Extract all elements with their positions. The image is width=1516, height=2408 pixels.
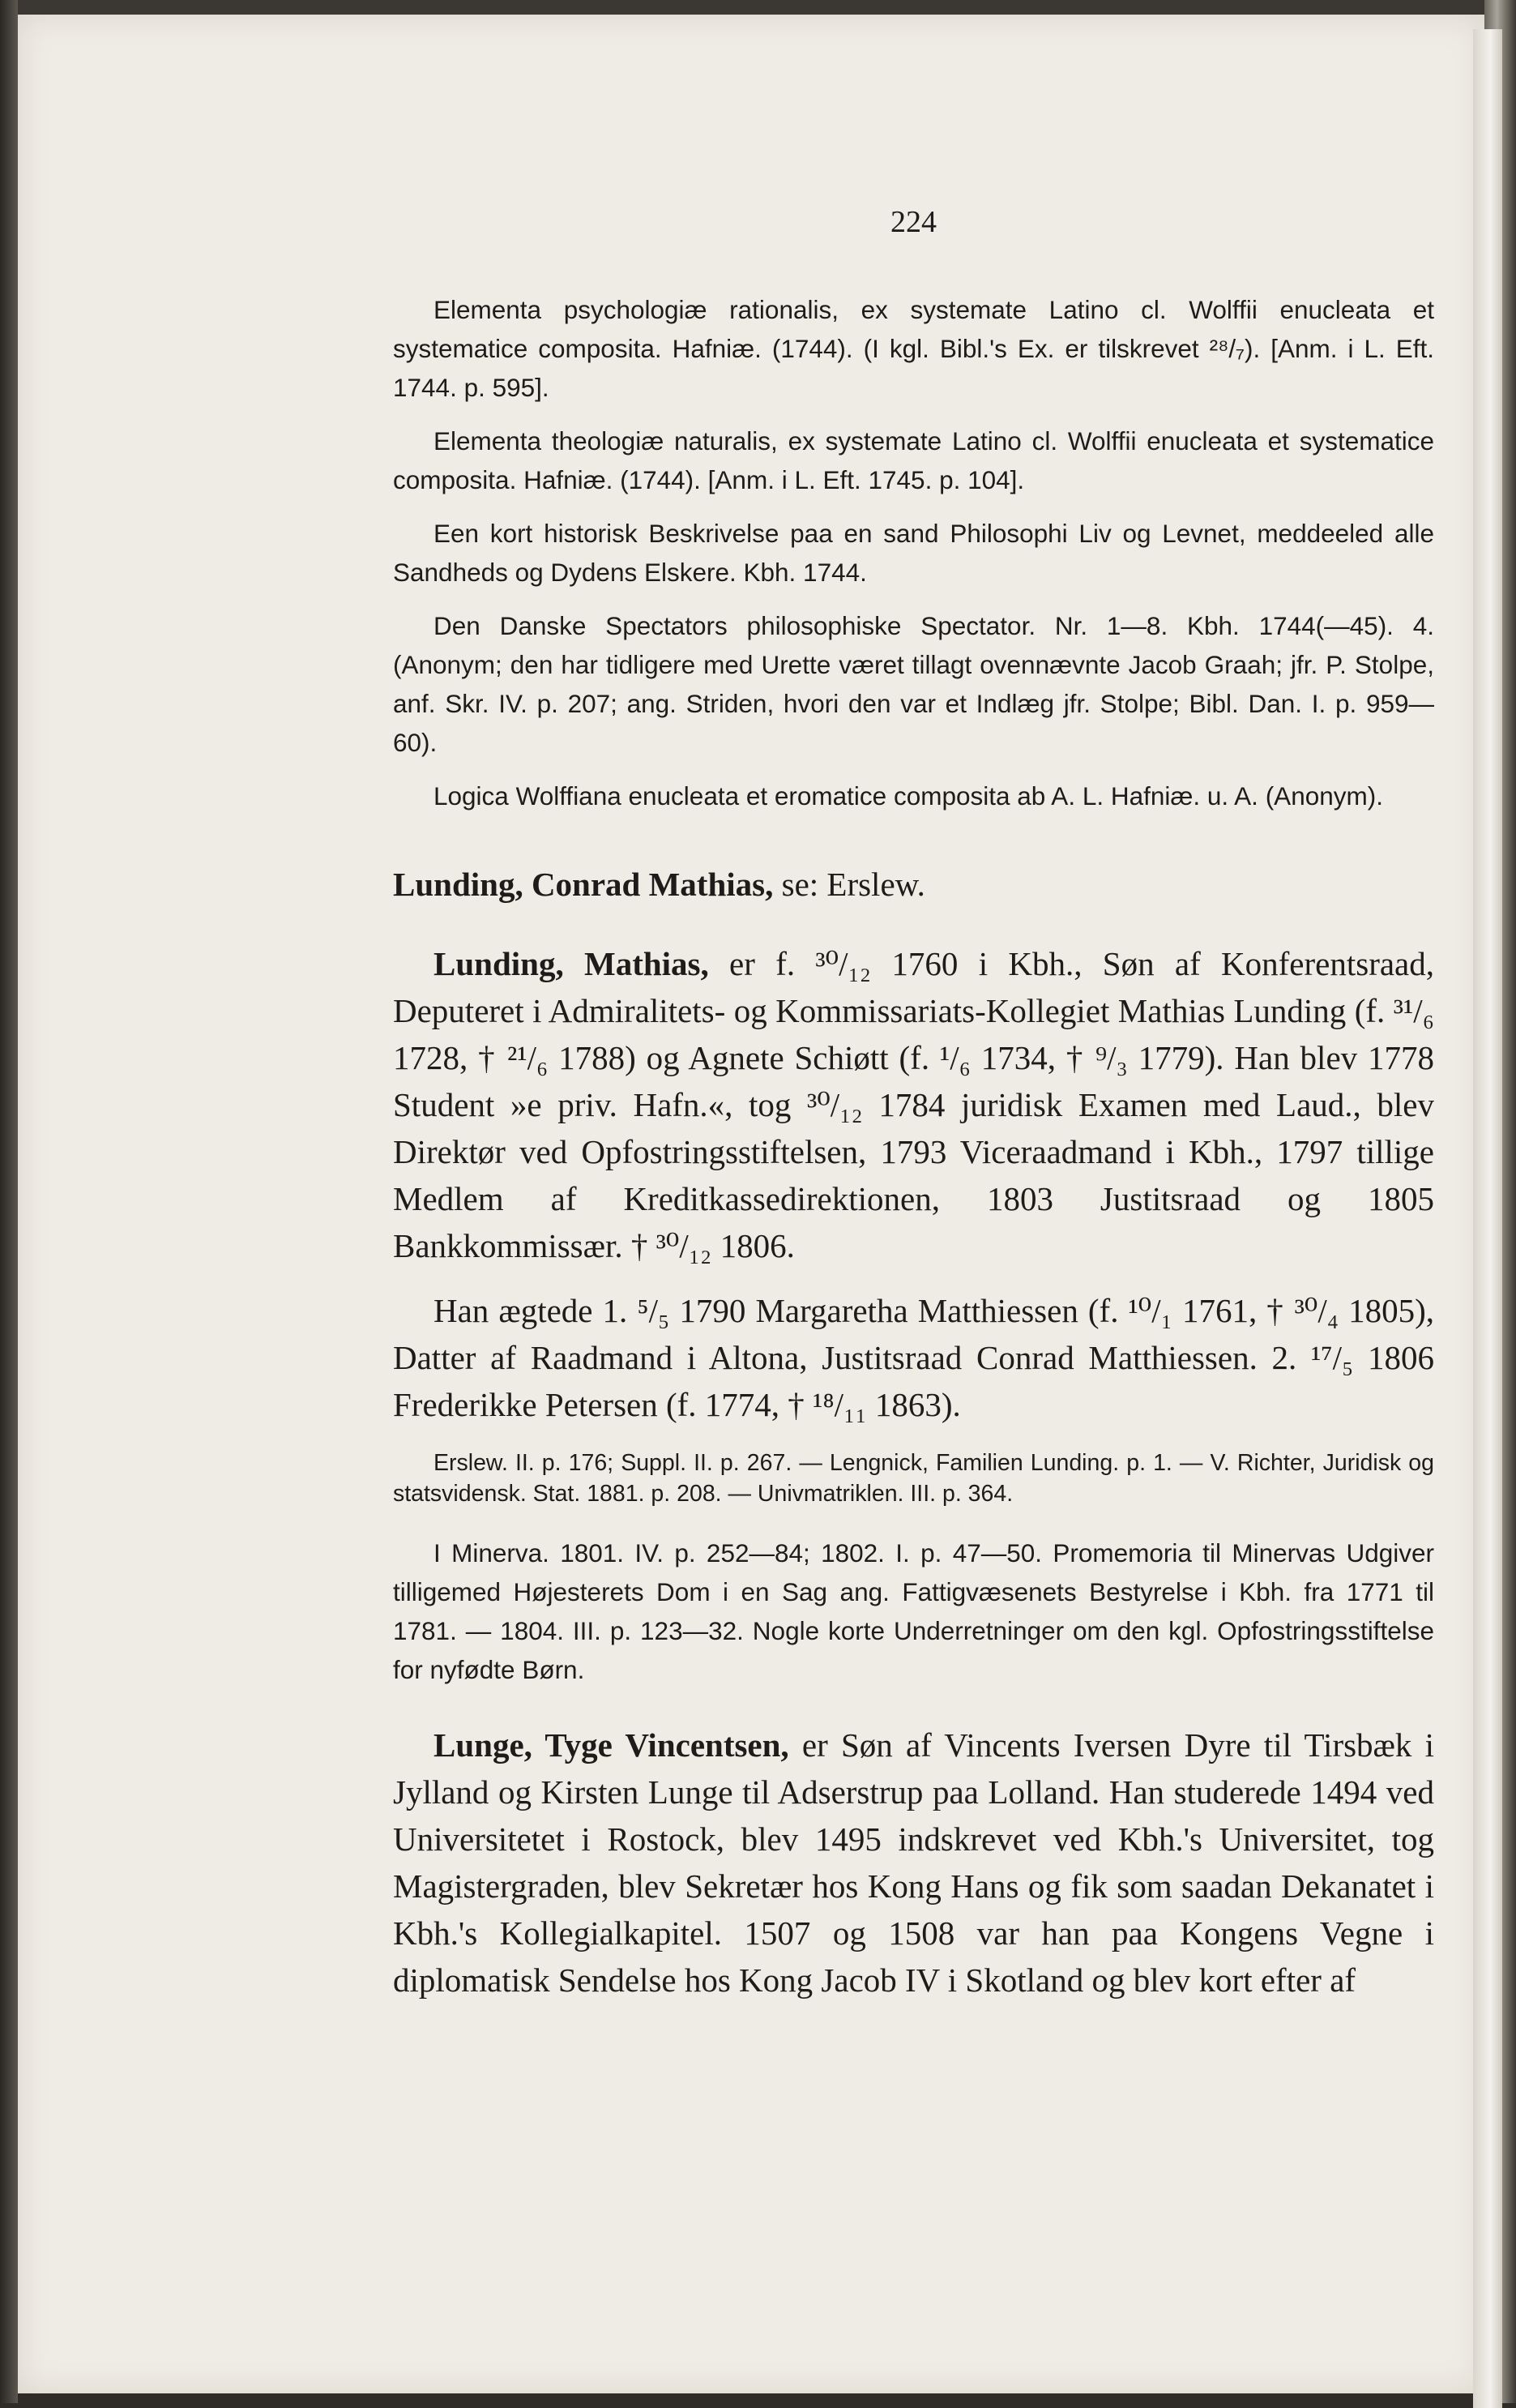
entry-conrad-lunding	[393, 861, 1434, 908]
entry-name: Lunding, Mathias,	[433, 945, 709, 982]
entry-biography: er f. ³⁰/₁₂ 1760 i Kbh., Søn af Konferentsraad, Deputeret i Admiralitets- og Kommissariats-Kollegiet Mathias Lunding (f. ³¹/₆ 1728, † ²¹/₆ 1788) og Agnete Schiøtt (f. ¹/₆ 1734, † ⁹/₃ 1779). Han blev 1778 Student »e priv. Hafn.«, tog ³⁰/₁₂ 1784 juridisk Examen med Laud., blev Direktør ved Opfostringsstiftelsen, 1793 Viceraadmand i Kbh., 1797 tillige Medlem af Kreditkassedirektionen, 1803 Justitsraad og 1805 Bankkommissær. † ³⁰/₁₂ 1806.	[393, 945, 1434, 1264]
page-edge	[1473, 29, 1502, 2408]
entry-references: Erslew. II. p. 176; Suppl. II. p. 267. — Lengnick, Familien Lunding. p. 1. — V. Richter, Juridisk og statsvidensk. Stat. 1881. p. 208. — Univmatriklen. III. p. 364.	[393, 1450, 1434, 1507]
entry-tyge-lunge	[393, 1722, 1434, 2004]
entry-biography: er Søn af Vincents Iversen Dyre til Tirsbæk i Jylland og Kirsten Lunge til Adserstrup paa Lolland. Han studerede 1494 ved Universitetet i Rostock, blev 1495 indskrevet ved Kbh.'s Universitet, tog Magistergraden, blev Sekretær hos Kong Hans og fik som saadan Dekanatet i Kbh.'s Kollegialkapitel. 1507 og 1508 var han paa Kongens Vegne i diplomatisk Sendelse hos Kong Jacob IV i Skotland og blev kort efter af	[393, 1726, 1435, 1999]
bibliography-item: Den Danske Spectators philosophiske Spectator. Nr. 1—8. Kbh. 1744(—45). 4. (Anonym; den har tidligere med Urette været tillagt ovennævnte Jacob Graah; jfr. P. Stolpe, anf. Skr. IV. p. 207; ang. Striden, hvori den var et Indlæg jfr. Stolpe; Bibl. Dan. I. p. 959—60).	[393, 611, 1434, 757]
bibliography-item: Elementa psychologiæ rationalis, ex systemate Latino cl. Wolffii enucleata et systematice composita. Hafniæ. (1744). (I kgl. Bibl.'s Ex. er tilskrevet ²⁸/₇). [Anm. i L. Eft. 1744. p. 595].	[393, 295, 1434, 402]
page-content	[393, 203, 1434, 2004]
entry-mathias-lunding	[393, 940, 1434, 1269]
entry-marriage: Han ægtede 1. ⁵/₅ 1790 Margaretha Matthiessen (f. ¹⁰/₁ 1761, † ³⁰/₄ 1805), Datter af Raadmand i Altona, Justitsraad Conrad Matthiessen. 2. ¹⁷/₅ 1806 Frederikke Petersen (f. 1774, † ¹⁸/₁₁ 1863).	[393, 1292, 1434, 1423]
bibliography-item: Elementa theologiæ naturalis, ex systemate Latino cl. Wolffii enucleata et systematice composita. Hafniæ. (1744). [Anm. i L. Eft. 1745. p. 104].	[393, 426, 1434, 494]
scan-top-border	[0, 0, 1516, 15]
bibliography-item: Een kort historisk Beskrivelse paa en sand Philosophi Liv og Levnet, meddeeled alle Sandheds og Dydens Elskere. Kbh. 1744.	[393, 519, 1434, 587]
bibliography-item: Logica Wolffiana enucleata et eromatice composita ab A. L. Hafniæ. u. A. (Anonym).	[433, 781, 1383, 811]
entry-name: Lunding, Conrad Mathias,	[393, 866, 774, 903]
page-number: 224	[890, 205, 937, 239]
entry-name: Lunge, Tyge Vincentsen,	[433, 1726, 789, 1764]
entry-writings: I Minerva. 1801. IV. p. 252—84; 1802. I. p. 47—50. Promemoria til Minervas Udgiver tilligemed Højesterets Dom i en Sag ang. Fattigvæsenets Bestyrelse i Kbh. fra 1771 til 1781. — 1804. III. p. 123—32. Nogle korte Underretninger om den kgl. Opfostringsstiftelse for nyfødte Børn.	[393, 1538, 1434, 1684]
entry-cross-reference: se: Erslew.	[773, 866, 925, 903]
scan-left-border	[0, 0, 18, 2403]
